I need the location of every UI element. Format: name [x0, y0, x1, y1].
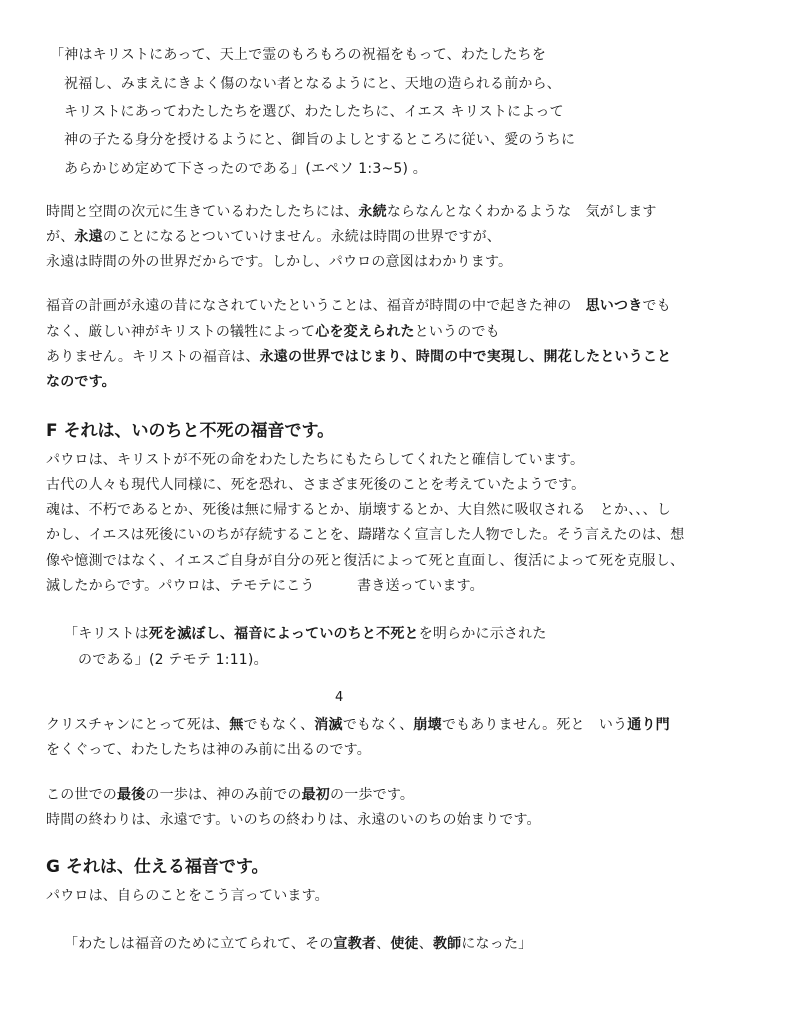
text: ありません。キリストの福音は、	[46, 349, 260, 365]
text: 「わたしは福音のために立てられて、その	[64, 936, 334, 952]
text: が、	[46, 229, 75, 245]
bold-text: 教師	[432, 936, 462, 952]
paul-quote	[64, 935, 532, 953]
bold-text: 最初	[301, 787, 331, 803]
paragraph-line	[46, 228, 501, 246]
bold-text: 無	[229, 717, 244, 733]
bold-text: 思いつき	[585, 298, 643, 314]
bold-text: 最後	[117, 787, 146, 803]
bold-text: 心を変えられた	[315, 324, 415, 340]
text: になった」	[461, 936, 533, 952]
bold-text: 永遠	[74, 229, 103, 245]
paragraph-line: かし、イエスは死後にいのちが存続することを、躊躇なく宣言した人物でした。そう言えたのは、想	[46, 527, 685, 543]
quote-line: 「神はキリストにあって、天上で霊のもろもろの祝福をもって、わたしたちを	[50, 47, 547, 63]
section-heading-g: G それは、仕える福音です。	[46, 857, 269, 877]
text: でもありません。死と いう	[441, 717, 628, 733]
paragraph-line: をくぐって、わたしたちは神のみ前に出るのです。	[46, 742, 371, 758]
paragraph-line	[46, 716, 670, 734]
bold-text: 宣教者	[333, 936, 377, 952]
bold-text: 通り門	[627, 717, 670, 733]
quote-line: 祝福し、みまえにきよく傷のない者となるようにと、天地の造られる前から、	[64, 76, 561, 92]
paragraph-line	[46, 786, 414, 804]
text: なく、厳しい神がキリストの犠牲によって	[46, 324, 316, 340]
paragraph-line: 滅したからです。パウロは、テモテにこう 書き送っています。	[46, 578, 484, 594]
bold-text: 永遠の世界ではじまり、時間の中で実現し、開花したということ	[259, 349, 672, 365]
text: 、	[418, 936, 433, 952]
paragraph-line	[46, 297, 671, 315]
paragraph-line: パウロは、自らのことをこう言っています。	[46, 888, 329, 904]
text: というのでも	[414, 324, 500, 340]
text: の一歩です。	[330, 787, 415, 803]
paragraph-line: 魂は、不朽であるとか、死後は無に帰するとか、崩壊するとか、大自然に吸収される とか、、、し	[46, 502, 671, 518]
text: の一歩は、神のみ前での	[145, 787, 302, 803]
paragraph-line: 古代の人々も現代人同様に、死を恐れ、さまざま死後のことを考えていたようです。	[46, 477, 586, 493]
text: この世での	[46, 787, 117, 803]
paragraph-line: 時間の終わりは、永遠です。いのちの終わりは、永遠のいのちの始まりです。	[46, 812, 541, 828]
text: クリスチャンにとって死は、	[46, 717, 230, 733]
quote-line: 神の子たる身分を授けるようにと、御旨のよしとするところに従い、愛のうちに	[64, 132, 576, 148]
text: ならなんとなくわかるような 気がします	[386, 204, 657, 220]
bold-text: 永続	[358, 204, 387, 220]
text: を明らかに示された	[418, 626, 547, 642]
text: でも	[642, 298, 671, 314]
quote-line: のである」(2 テモテ 1:11)。	[78, 652, 268, 668]
paragraph-line: 永遠は時間の外の世界だからです。しかし、パウロの意図はわかります。	[46, 254, 513, 270]
paragraph-line	[46, 203, 657, 221]
quote-line: キリストにあってわたしたちを選び、わたしたちに、イエス キリストによって	[64, 104, 564, 120]
paragraph-line	[46, 348, 671, 366]
paragraph-line: なのです。	[46, 374, 116, 390]
section-heading-f: F それは、いのちと不死の福音です。	[46, 421, 335, 441]
paragraph-line: パウロは、キリストが不死の命をわたしたちにもたらしてくれたと確信しています。	[46, 452, 585, 468]
text: 福音の計画が永遠の昔になされていたということは、福音が時間の中で起きた神の	[46, 298, 586, 314]
quote-line: あらかじめ定めて下さったのである」(エペソ 1:3~5) 。	[64, 161, 427, 177]
text: 「キリストは	[64, 626, 149, 642]
text: 、	[376, 936, 391, 952]
text: でもなく、	[243, 717, 315, 733]
bold-text: 使徒	[390, 936, 419, 952]
bold-text: 消滅	[314, 717, 343, 733]
text: でもなく、	[342, 717, 414, 733]
bold-text: 死を滅ぼし、福音によっていのちと不死と	[148, 626, 419, 642]
paragraph-line	[46, 323, 500, 341]
text: のことになるとついていけません。永続は時間の世界ですが、	[102, 229, 501, 245]
paragraph-line: 像や憶測ではなく、イエスご自身が自分の死と復活によって死と直面し、復活によって死を克服し、	[46, 553, 685, 569]
quote-line	[64, 625, 547, 643]
text: 時間と空間の次元に生きているわたしたちには、	[46, 204, 359, 220]
page-number: 4	[335, 690, 344, 705]
bold-text: 崩壊	[413, 717, 442, 733]
